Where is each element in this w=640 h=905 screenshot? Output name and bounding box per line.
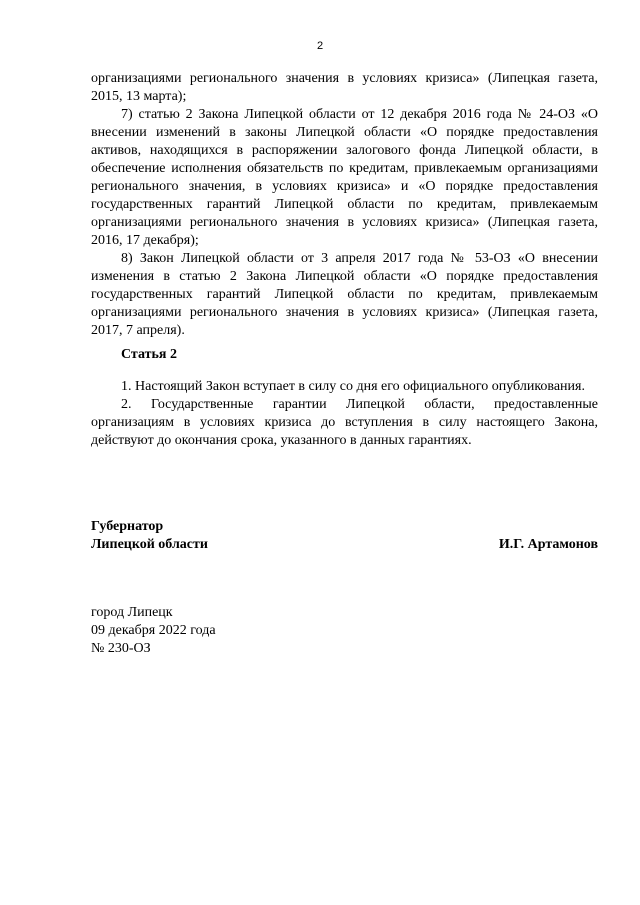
article-body bbox=[91, 378, 598, 450]
signature-block bbox=[91, 518, 598, 554]
footer-date: 09 декабря 2022 года bbox=[91, 623, 216, 638]
footer-city: город Липецк bbox=[91, 605, 173, 620]
document-footer bbox=[91, 604, 216, 658]
signatory-title-line2: Липецкой области bbox=[91, 537, 208, 552]
signatory-name: И.Г. Артамонов bbox=[498, 537, 598, 552]
article-item-2: 2. Государственные гарантии Липецкой области, предоставленные организациям в условиях кризиса до вступления в силу настоящего Закона, действуют до окончания срока, указанного в данных гарантиях. bbox=[91, 397, 598, 448]
law-list-continuation bbox=[91, 70, 598, 340]
paragraph-continuation: организациями регионального значения в условиях кризиса» (Липецкая газета, 2015, 13 марта); bbox=[91, 71, 598, 104]
article-item-1: 1. Настоящий Закон вступает в силу со дня его официального опубликования. bbox=[121, 379, 585, 394]
page-number: 2 bbox=[316, 40, 324, 52]
signatory-title-line1: Губернатор bbox=[91, 519, 164, 534]
paragraph-item-7: 7) статью 2 Закона Липецкой области от 12 декабря 2016 года № 24-ОЗ «О внесении изменений в законы Липецкой области «О порядке предоставления активов, находящихся в распоряжении залогового фонда Липецкой области, в обеспечение исполнения обязательств по кредитам, привлекаемым организациями регионального значения, в условиях кризиса» и «О порядке предоставления государственных гарантий Липецкой области по кредитам, привлекаемым организациями регионального значения в условиях кризиса» (Липецкая газета, 2016, 17 декабря); bbox=[91, 107, 598, 248]
footer-law-number: № 230-ОЗ bbox=[91, 641, 151, 656]
article-heading: Статья 2 bbox=[121, 347, 177, 362]
paragraph-item-8: 8) Закон Липецкой области от 3 апреля 2017 года № 53-ОЗ «О внесении изменения в статью 2 Закона Липецкой области «О порядке предоставления государственных гарантий Липецкой области по кредитам, привлекаемым организациями регионального значения в условиях кризиса» (Липецкая газета, 2017, 7 апреля). bbox=[91, 251, 598, 338]
